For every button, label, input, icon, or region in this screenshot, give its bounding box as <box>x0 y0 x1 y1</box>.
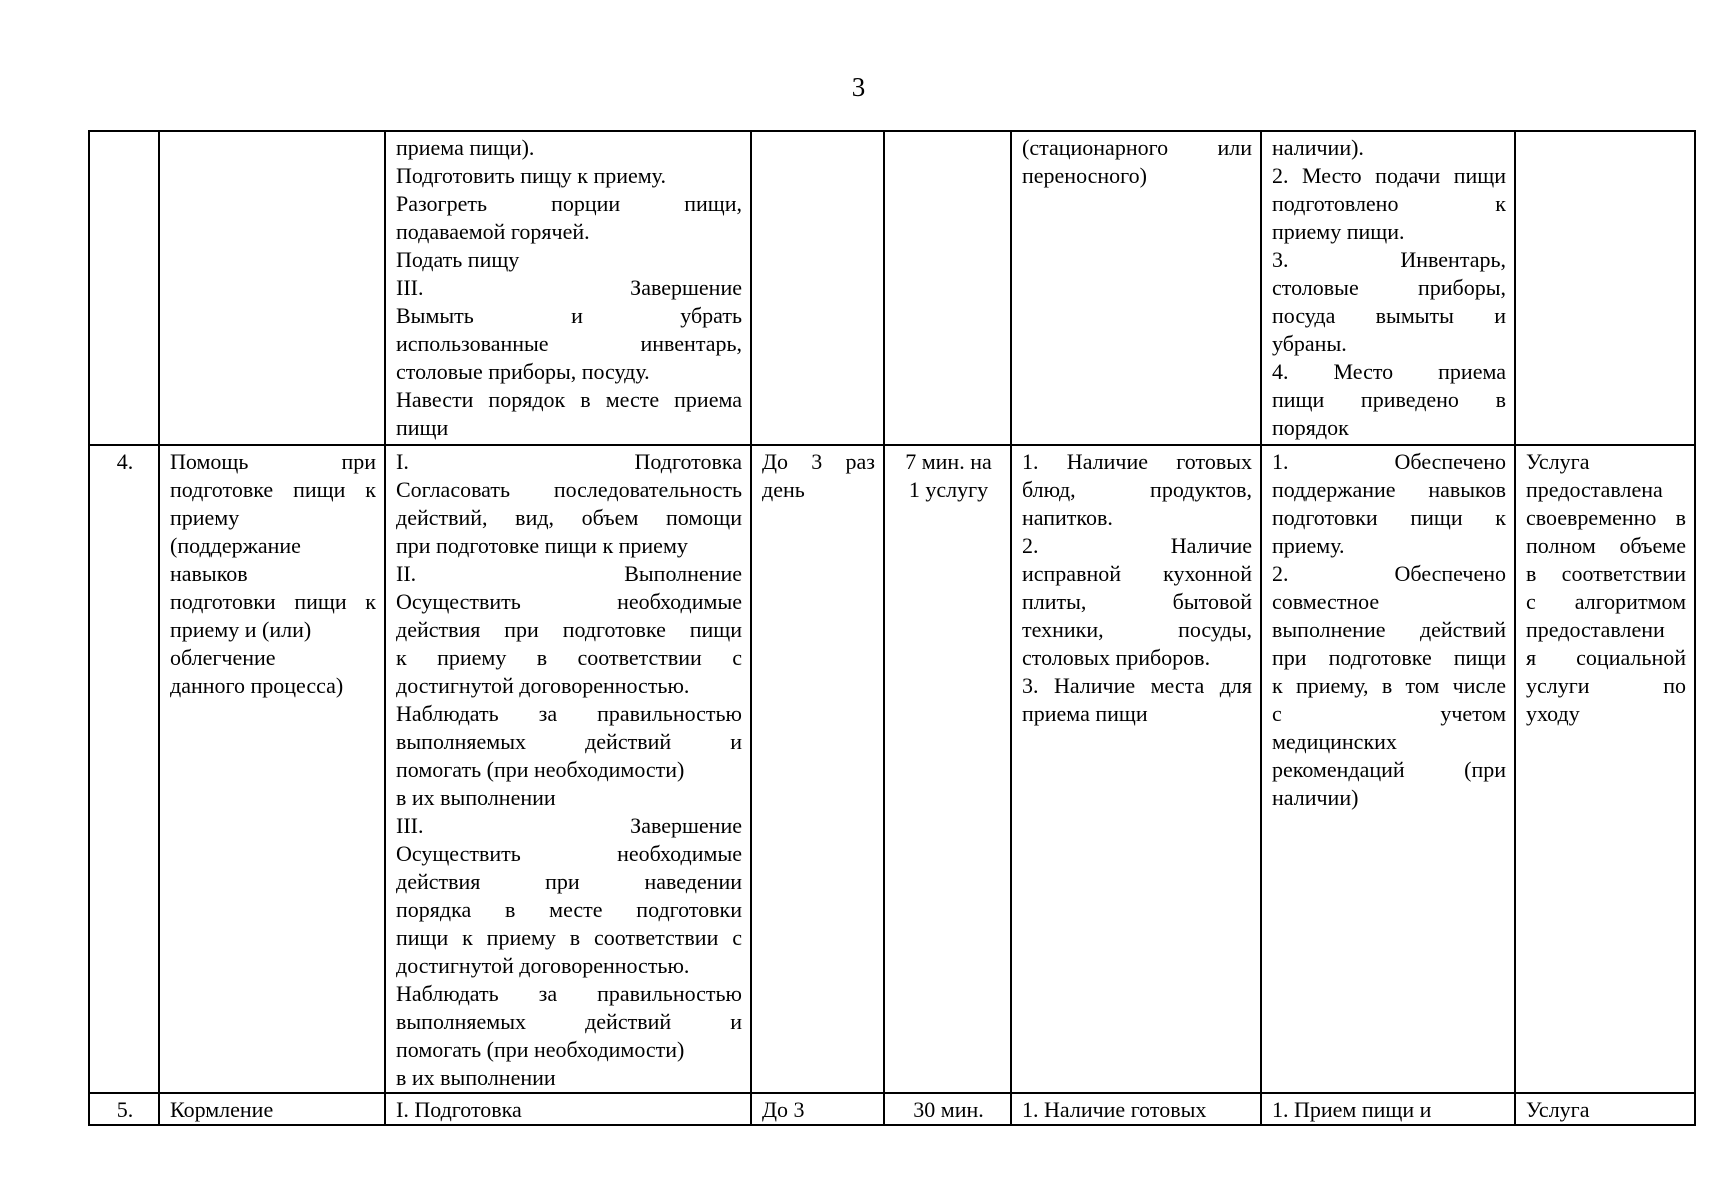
cell-number <box>89 1093 159 1125</box>
cell-line: II. Выполнение <box>396 561 742 586</box>
cell-line: Помощь при <box>170 449 376 474</box>
cell-line: Вымыть и убрать <box>396 303 742 328</box>
cell-line: помогать (при необходимости) <box>396 757 685 782</box>
cell-line: предоставлени <box>1526 617 1665 642</box>
cell-line: подготовке пищи к <box>170 477 376 502</box>
cell-line: 2. Наличие <box>1022 533 1252 558</box>
cell-line: действия при подготовке пищи <box>396 617 742 642</box>
cell-line: порядок <box>1272 415 1349 440</box>
cell-line: с алгоритмом <box>1526 589 1686 614</box>
cell-line: Согласовать последовательность <box>396 477 742 502</box>
cell-result <box>1261 1093 1515 1125</box>
cell-line: убраны. <box>1272 331 1347 356</box>
cell-line: Подготовить пищу к приему. <box>396 163 666 188</box>
cell-conditions <box>1011 1093 1261 1125</box>
cell-service-name <box>159 1093 385 1125</box>
cell-line: 1. Обеспечено <box>1272 449 1506 474</box>
cell-line: в их выполнении <box>396 1065 556 1090</box>
cell-line: пищи к приему в соответствии с <box>396 925 742 950</box>
cell-line: данного процесса) <box>170 673 344 698</box>
cell-line: Осуществить необходимые <box>396 589 742 614</box>
cell-line: 4. <box>116 449 134 474</box>
cell-duration <box>884 445 1011 1093</box>
cell-line: уходу <box>1526 701 1580 726</box>
cell-line: Услуга <box>1526 1097 1590 1122</box>
cell-line: пищи приведено в <box>1272 387 1506 412</box>
cell-line: До 3 раз <box>762 449 875 474</box>
cell-line: порядка в месте подготовки <box>396 897 742 922</box>
cell-line: III. Завершение <box>396 275 742 300</box>
cell-line: действия при наведении <box>396 869 742 894</box>
cell-line: выполнение действий <box>1272 617 1506 642</box>
cell-line: напитков. <box>1022 505 1113 530</box>
cell-conditions <box>1011 131 1261 445</box>
table-row <box>89 131 1695 445</box>
cell-service-name <box>159 445 385 1093</box>
cell-line: при подготовке пищи <box>1272 645 1506 670</box>
cell-line: подаваемой горячей. <box>396 219 590 244</box>
cell-line: I. Подготовка <box>396 1097 522 1122</box>
cell-line: Навести порядок в месте приема <box>396 387 742 412</box>
cell-line: Кормление <box>170 1097 274 1122</box>
cell-line: приема пищи). <box>396 135 535 160</box>
cell-line: помогать (при необходимости) <box>396 1037 685 1062</box>
cell-line: столовые приборы, <box>1272 275 1506 300</box>
page-number: 3 <box>851 72 866 102</box>
table-row <box>89 1093 1695 1125</box>
cell-line: день <box>762 477 805 502</box>
cell-result <box>1261 131 1515 445</box>
cell-line: с учетом <box>1272 701 1506 726</box>
cell-line: 3. Инвентарь, <box>1272 247 1506 272</box>
table-row <box>89 445 1695 1093</box>
cell-line: достигнутой договоренностью. <box>396 673 690 698</box>
cell-line: использованные инвентарь, <box>396 331 742 356</box>
cell-line: своевременно в <box>1526 505 1686 530</box>
cell-line: столовых приборов. <box>1022 645 1211 670</box>
cell-line: при подготовке пищи к приему <box>396 533 688 558</box>
cell-line: столовые приборы, посуду. <box>396 359 650 384</box>
cell-line: блюд, продуктов, <box>1022 477 1252 502</box>
cell-line: рекомендаций (при <box>1272 757 1506 782</box>
cell-line: плиты, бытовой <box>1022 589 1252 614</box>
cell-line: в их выполнении <box>396 785 556 810</box>
cell-line: подготовлено к <box>1272 191 1506 216</box>
cell-assessment <box>1515 445 1695 1093</box>
cell-number <box>89 131 159 445</box>
cell-line: 2. Место подачи пищи <box>1272 163 1506 188</box>
cell-line: 4. Место приема <box>1272 359 1506 384</box>
cell-periodicity <box>751 1093 884 1125</box>
cell-line: пищи <box>396 415 449 440</box>
cell-line: 3. Наличие места для <box>1022 673 1252 698</box>
cell-line: медицинских <box>1272 729 1397 754</box>
cell-line: 1. Наличие готовых <box>1022 1097 1207 1122</box>
cell-line: подготовки пищи к <box>170 589 376 614</box>
cell-line: полном объеме <box>1526 533 1686 558</box>
cell-line: Разогреть порции пищи, <box>396 191 742 216</box>
cell-conditions <box>1011 445 1261 1093</box>
cell-line: приему пищи. <box>1272 219 1405 244</box>
cell-line: облегчение <box>170 645 276 670</box>
cell-line: я социальной <box>1526 645 1686 670</box>
cell-line: действий, вид, объем помощи <box>396 505 742 530</box>
cell-line: приема пищи <box>1022 701 1148 726</box>
cell-algorithm <box>385 445 751 1093</box>
cell-line: техники, посуды, <box>1022 617 1252 642</box>
cell-line: приему. <box>1272 533 1345 558</box>
cell-line: 2. Обеспечено <box>1272 561 1506 586</box>
cell-line: в соответствии <box>1526 561 1686 586</box>
cell-line: 1. Прием пищи и <box>1272 1097 1432 1122</box>
cell-line: Услуга <box>1526 449 1590 474</box>
cell-line: Подать пищу <box>396 247 520 272</box>
cell-line: 5. <box>116 1097 134 1122</box>
cell-line: наличии). <box>1272 135 1364 160</box>
cell-line: переносного) <box>1022 163 1147 188</box>
cell-service-name <box>159 131 385 445</box>
cell-periodicity <box>751 445 884 1093</box>
cell-algorithm <box>385 131 751 445</box>
cell-line: выполняемых действий и <box>396 729 742 754</box>
cell-line: приему <box>170 505 240 530</box>
cell-line: достигнутой договоренностью. <box>396 953 690 978</box>
cell-line: посуда вымыты и <box>1272 303 1506 328</box>
cell-line: (стационарного или <box>1022 135 1252 160</box>
cell-line: (поддержание <box>170 533 301 558</box>
cell-line: услуги по <box>1526 673 1686 698</box>
cell-periodicity <box>751 131 884 445</box>
cell-line: Наблюдать за правильностью <box>396 981 742 1006</box>
cell-line: предоставлена <box>1526 477 1663 502</box>
cell-line: 1 услугу <box>908 477 989 502</box>
cell-duration <box>884 1093 1011 1125</box>
cell-line: поддержание навыков <box>1272 477 1506 502</box>
cell-algorithm <box>385 1093 751 1125</box>
cell-line: к приему в соответствии с <box>396 645 742 670</box>
cell-line: I. Подготовка <box>396 449 742 474</box>
cell-line: исправной кухонной <box>1022 561 1252 586</box>
cell-assessment <box>1515 1093 1695 1125</box>
cell-line: III. Завершение <box>396 813 742 838</box>
cell-number <box>89 445 159 1093</box>
cell-line: выполняемых действий и <box>396 1009 742 1034</box>
cell-line: к приему, в том числе <box>1272 673 1506 698</box>
cell-line: 1. Наличие готовых <box>1022 449 1252 474</box>
cell-line: 30 мин. <box>913 1097 984 1122</box>
cell-line: навыков <box>170 561 248 586</box>
cell-line: Наблюдать за правильностью <box>396 701 742 726</box>
cell-line: подготовки пищи к <box>1272 505 1506 530</box>
cell-duration <box>884 131 1011 445</box>
cell-assessment <box>1515 131 1695 445</box>
services-table <box>88 130 1696 1126</box>
cell-result <box>1261 445 1515 1093</box>
cell-line: приему и (или) <box>170 617 312 642</box>
cell-line: Осуществить необходимые <box>396 841 742 866</box>
cell-line: 7 мин. на <box>905 449 992 474</box>
cell-line: совместное <box>1272 589 1380 614</box>
cell-line: До 3 <box>762 1097 805 1122</box>
cell-line: наличии) <box>1272 785 1359 810</box>
